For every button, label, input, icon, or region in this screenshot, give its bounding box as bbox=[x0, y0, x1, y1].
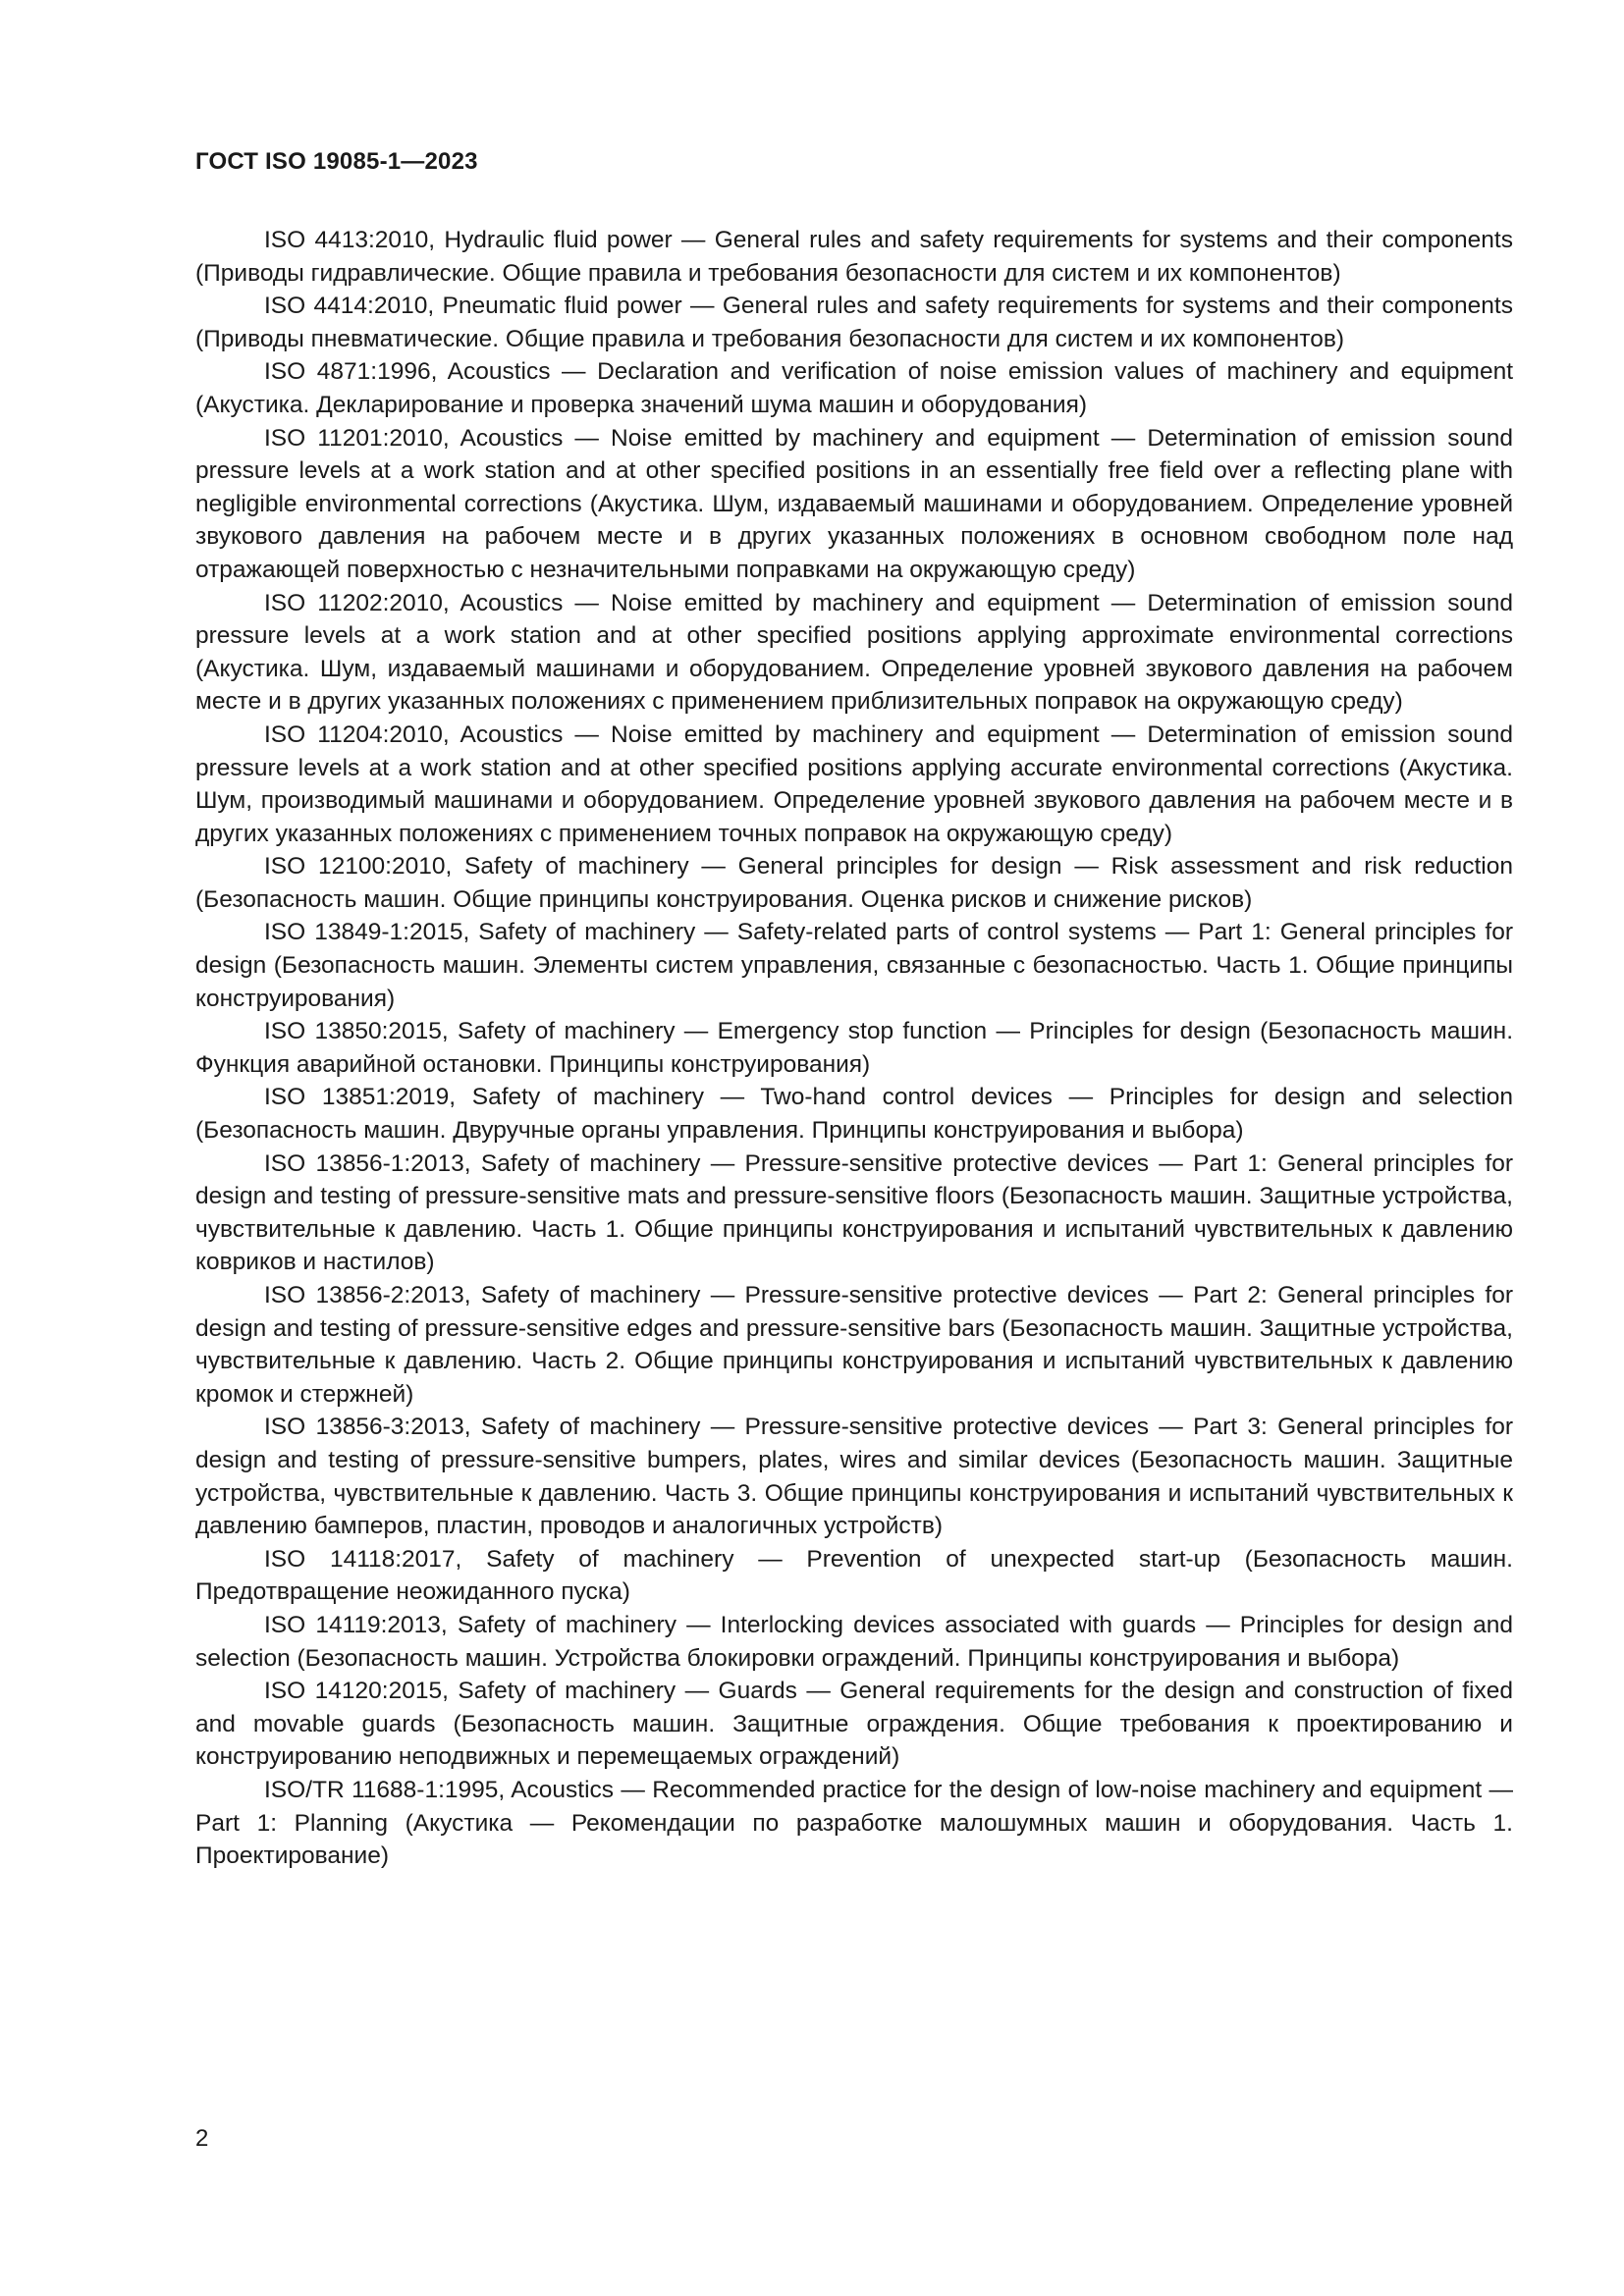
reference-item: ISO 11201:2010, Acoustics — Noise emitted by machinery and equipment — Determination of emission sound pressure levels at a work station and at other specified positions in an essentially free field over a reflecting plane with negligible environmental corrections (Акустика. Шум, издаваемый машинами и оборудованием. Определение уровней звукового давления на рабочем месте и в других указанных положениях в основном свободном поле над отражающей поверхностью с незначительными поправками на окружающую среду) bbox=[195, 424, 1513, 583]
reference-item: ISO 13850:2015, Safety of machinery — Emergency stop function — Principles for design (Безопасность машин. Функция аварийной остановки. Принципы конструирования) bbox=[195, 1018, 1513, 1078]
reference-item: ISO 11202:2010, Acoustics — Noise emitted by machinery and equipment — Determination of emission sound pressure levels at a work station and at other specified positions applying approximate environmental corrections (Акустика. Шум, издаваемый машинами и оборудованием. Определение уровней звукового давления на рабочем месте и в других указанных положениях с применением приблизительных поправок на окружающую среду) bbox=[195, 589, 1513, 716]
reference-item: ISO 13856-1:2013, Safety of machinery — Pressure-sensitive protective devices — Part 1: General principles for design and testing of pressure-sensitive mats and pressure-sensitive floors (Безопасность машин. Защитные устройства, чувствительные к давлению. Часть 1. Общие принципы конструирования и испытаний чувствительных к давлению ковриков и настилов) bbox=[195, 1149, 1513, 1276]
reference-item: ISO 13851:2019, Safety of machinery — Two-hand control devices — Principles for design and selection (Безопасность машин. Двуручные органы управления. Принципы конструирования и выбора) bbox=[195, 1084, 1513, 1145]
reference-item: ISO 4414:2010, Pneumatic fluid power — General rules and safety requirements for systems and their components (Приводы пневматические. Общие правила и требования безопасности для систем и их компонентов) bbox=[195, 293, 1513, 352]
reference-item: ISO 13849-1:2015, Safety of machinery — Safety-related parts of control systems — Part 1: General principles for design (Безопасность машин. Элементы систем управления, связанные с безопасностью. Часть 1. Общие принципы конструирования) bbox=[195, 919, 1513, 1012]
page-number: 2 bbox=[195, 2125, 209, 2152]
reference-item: ISO 14119:2013, Safety of machinery — Interlocking devices associated with guards — Principles for design and selection (Безопасность машин. Устройства блокировки ограждений. Принципы конструирования и выбора) bbox=[195, 1611, 1513, 1672]
reference-item: ISO 12100:2010, Safety of machinery — General principles for design — Risk assessment and risk reduction (Безопасность машин. Общие принципы конструирования. Оценка рисков и снижение рисков) bbox=[195, 853, 1513, 913]
reference-item: ISO 11204:2010, Acoustics — Noise emitted by machinery and equipment — Determination of emission sound pressure levels at a work station and at other specified positions applying accurate environmental corrections (Акустика. Шум, производимый машинами и оборудованием. Определение уровней звукового давления на рабочем месте и в других указанных положениях с применением точных поправок на окружающую среду) bbox=[195, 721, 1513, 847]
reference-item: ISO 14118:2017, Safety of machinery — Prevention of unexpected start-up (Безопасность машин. Предотвращение неожиданного пуска) bbox=[195, 1545, 1513, 1606]
reference-item: ISO 13856-3:2013, Safety of machinery — Pressure-sensitive protective devices — Part 3: General principles for design and testing of pressure-sensitive bumpers, plates, wires and similar devices (Безопасность машин. Защитные устройства, чувствительные к давлению. Часть 3. Общие принципы конструирования и испытаний чувствительных к давлению бамперов, пластин, проводов и аналогичных устройств) bbox=[195, 1414, 1513, 1540]
normative-references-list bbox=[195, 224, 1513, 1873]
reference-item: ISO 13856-2:2013, Safety of machinery — Pressure-sensitive protective devices — Part 2: General principles for design and testing of pressure-sensitive edges and pressure-sensitive bars (Безопасность машин. Защитные устройства, чувствительные к давлению. Часть 2. Общие принципы конструирования и испытаний чувствительных к давлению кромок и стержней) bbox=[195, 1282, 1513, 1408]
reference-item: ISO 4871:1996, Acoustics — Declaration and verification of noise emission values of machinery and equipment (Акустика. Декларирование и проверка значений шума машин и оборудования) bbox=[195, 358, 1513, 418]
reference-item: ISO 14120:2015, Safety of machinery — Guards — General requirements for the design and construction of fixed and movable guards (Безопасность машин. Защитные ограждения. Общие требования к проектированию и конструированию неподвижных и перемещаемых ограждений) bbox=[195, 1678, 1513, 1771]
document-code-header: ГОСТ ISO 19085-1—2023 bbox=[195, 148, 478, 175]
reference-item: ISO 4413:2010, Hydraulic fluid power — General rules and safety requirements for systems and their components (Приводы гидравлические. Общие правила и требования безопасности для систем и их компонентов) bbox=[195, 227, 1513, 287]
reference-item: ISO/TR 11688-1:1995, Acoustics — Recommended practice for the design of low-noise machinery and equipment — Part 1: Planning (Акустика — Рекомендации по разработке малошумных машин и оборудования. Часть 1. Проектирование) bbox=[195, 1776, 1513, 1870]
